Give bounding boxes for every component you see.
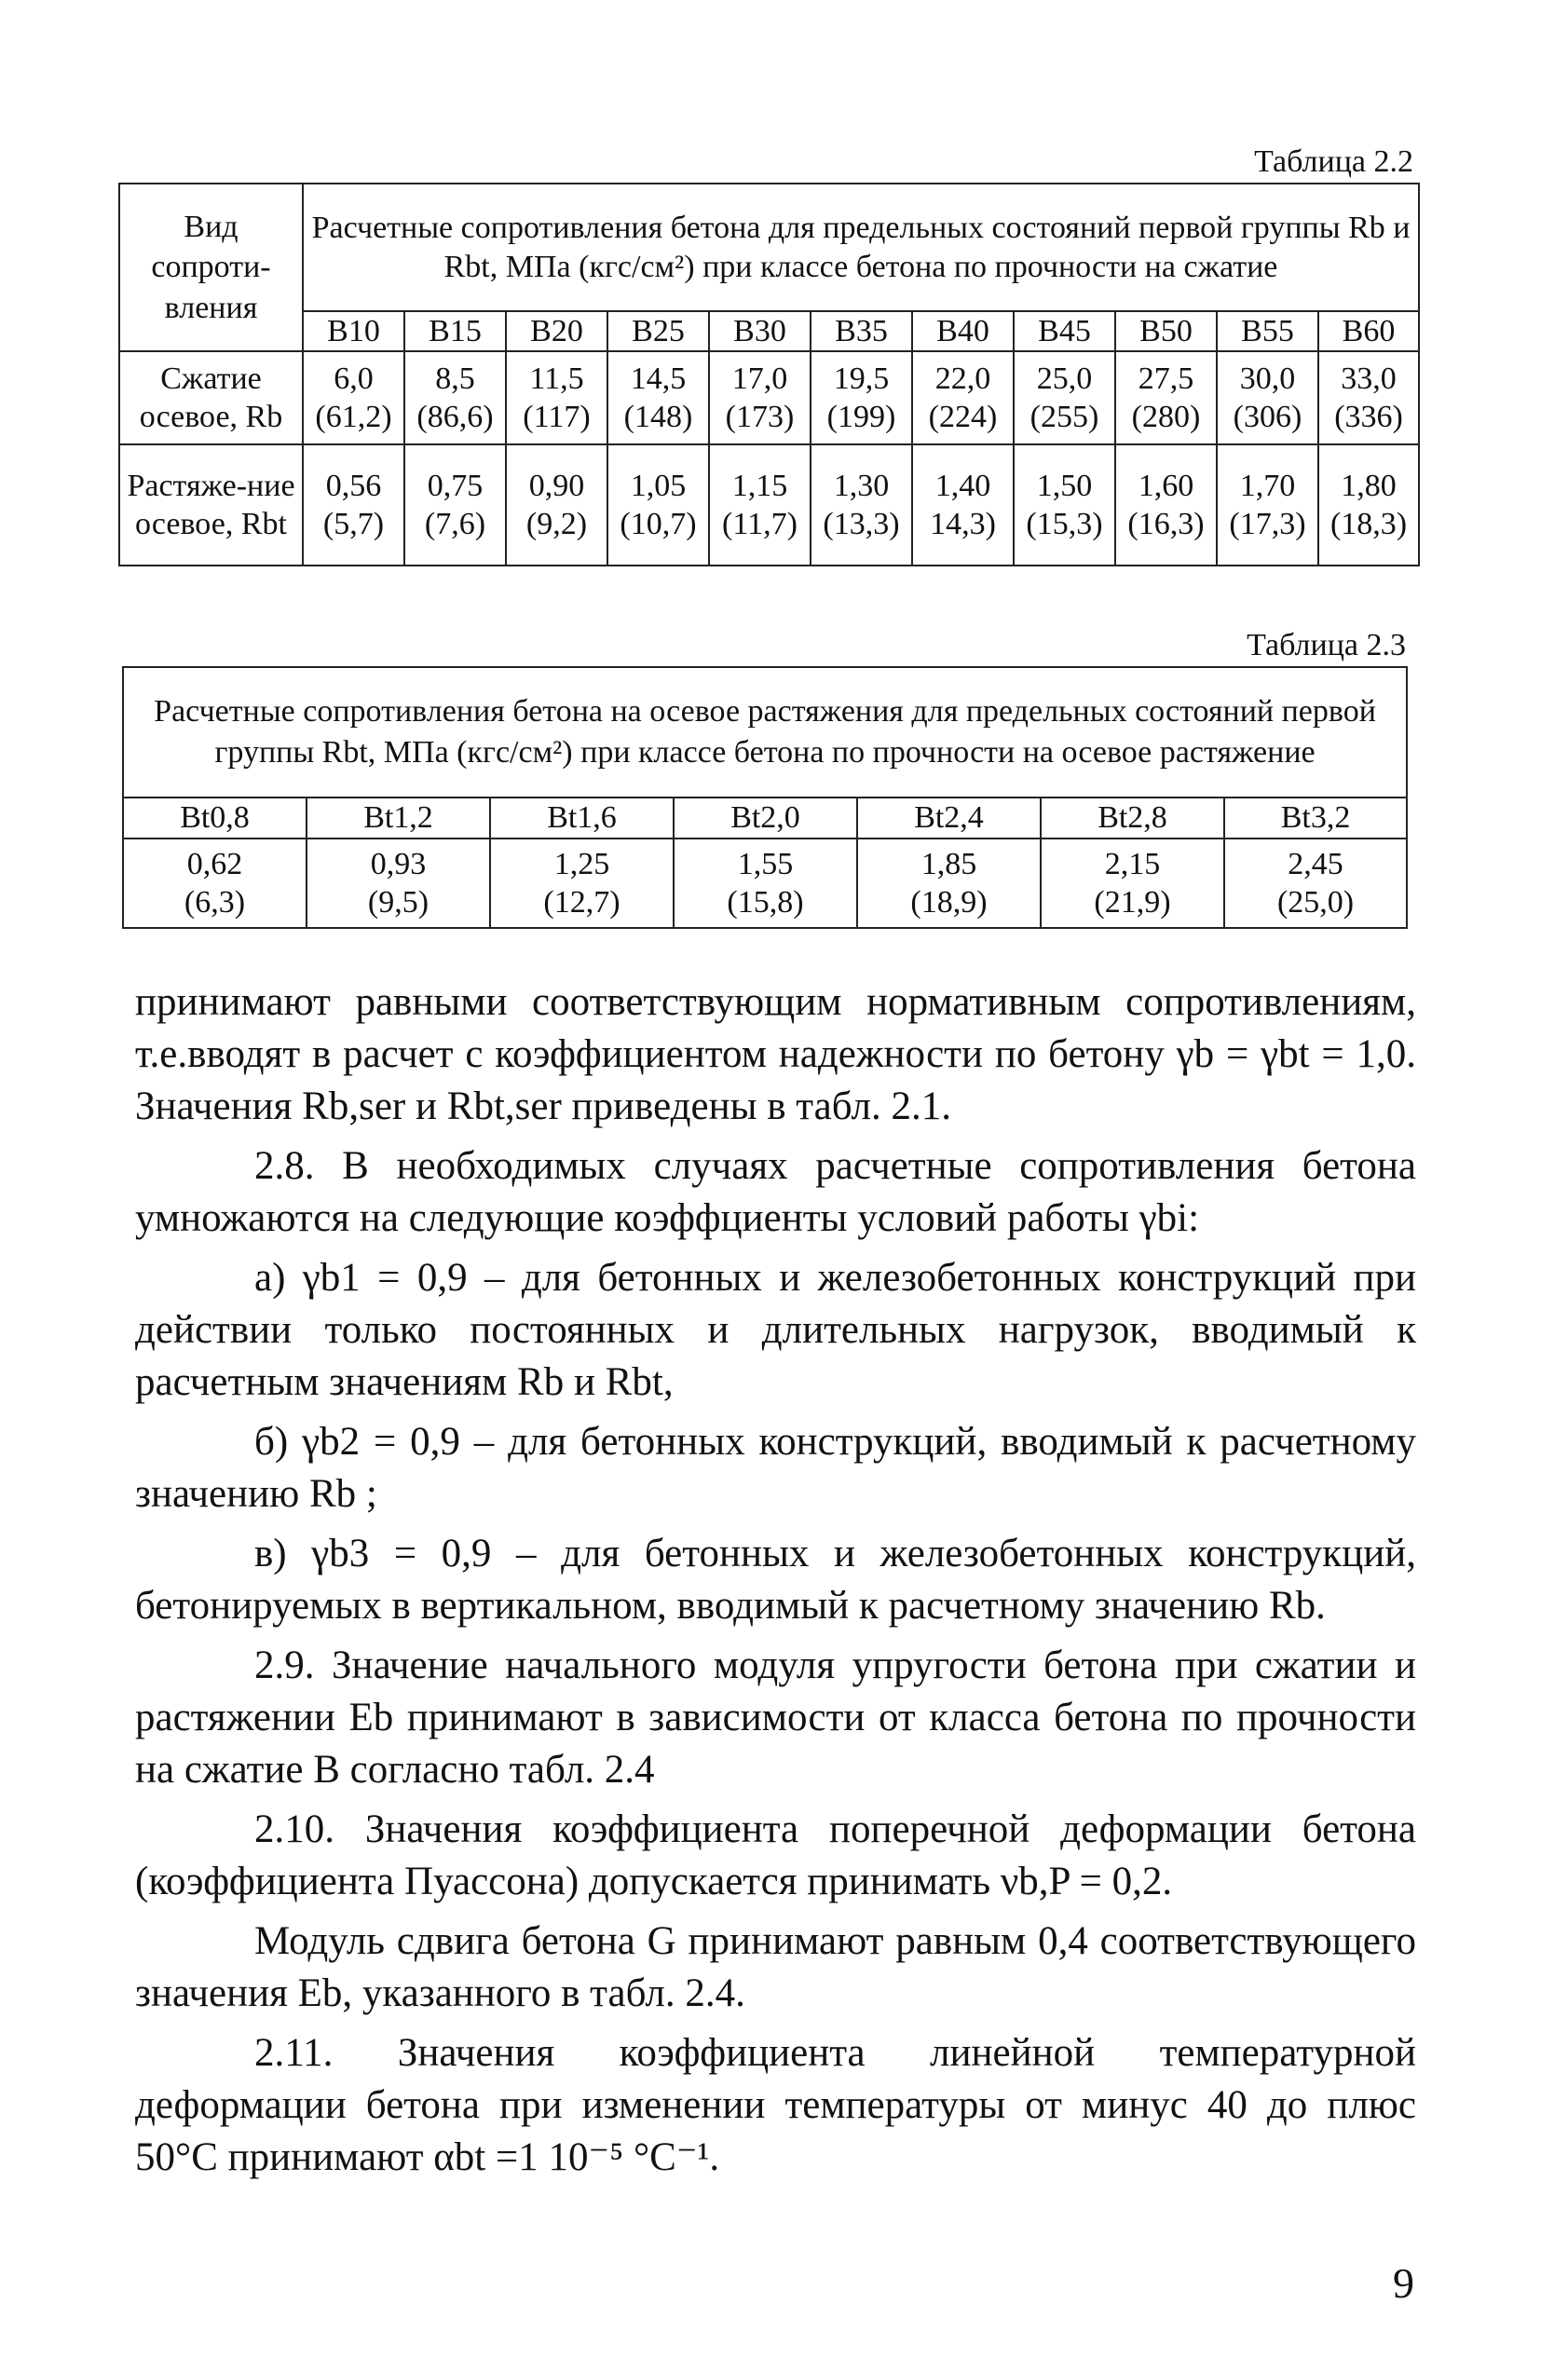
table-2-2-row-label: Сжатие осевое, Rb xyxy=(119,351,303,444)
table-2-2-cell-kgf: (173) xyxy=(725,400,795,435)
table-2-2-class-header: B30 xyxy=(709,311,811,351)
table-2-2-cell-mpa: 0,75 xyxy=(427,469,484,503)
paragraph-2-8: 2.8. В необходимых случаях расчетные сопротивления бетона умножаются на следующие коэффциенты условий работы γbi: xyxy=(135,1144,1416,1240)
table-2-2 xyxy=(118,183,1420,566)
list-item-b: б) γb2 = 0,9 – для бетонных конструкций, вводимый к расчетному значению Rb ; xyxy=(135,1420,1416,1516)
table-2-3-cell xyxy=(1224,839,1407,928)
table-2-2-cell-kgf: (18,3) xyxy=(1329,507,1408,542)
table-2-2-class-header: B45 xyxy=(1014,311,1115,351)
table-2-3 xyxy=(122,666,1408,929)
table-2-2-cell-kgf: (16,3) xyxy=(1127,507,1205,542)
table-2-2-cell xyxy=(506,444,607,566)
table-2-2-cell-mpa: 1,60 xyxy=(1138,469,1194,503)
table-2-3-class-header: Bt2,0 xyxy=(674,798,857,839)
table-2-2-class-header: B10 xyxy=(303,311,404,351)
table-2-2-cell xyxy=(1115,351,1217,444)
table-2-2-cell-mpa: 14,5 xyxy=(630,361,687,396)
table-2-3-cell-kgf: (9,5) xyxy=(367,885,429,920)
table-2-2-cell-mpa: 11,5 xyxy=(529,361,584,396)
table-2-2-cell xyxy=(404,351,506,444)
table-2-2-cell xyxy=(912,444,1014,566)
table-2-2-cell xyxy=(1217,351,1318,444)
paragraph-2-10: 2.10. Значения коэффициента поперечной деформации бетона (коэффициента Пуассона) допускается принимать νb,P = 0,2. xyxy=(135,1807,1416,1903)
body-text xyxy=(135,976,1416,2191)
table-2-2-cell-kgf: (5,7) xyxy=(322,507,385,542)
table-2-2-cell xyxy=(607,444,709,566)
table-2-2-cell-mpa: 6,0 xyxy=(334,361,374,396)
table-2-2-row-label: Растяже-ние осевое, Rbt xyxy=(119,444,303,566)
table-2-2-class-header: B25 xyxy=(607,311,709,351)
table-2-3-cell xyxy=(674,839,857,928)
table-2-2-cell-kgf: (199) xyxy=(826,400,896,435)
table-2-2-cell-mpa: 1,40 xyxy=(934,469,991,503)
table-2-2-cell xyxy=(1318,444,1419,566)
table-2-2-cell-kgf: (86,6) xyxy=(416,400,494,435)
table-2-3-header: Расчетные сопротивления бетона на осевое растяжения для предельных состояний первой группы Rbt, МПа (кгс/см²) при классе бетона по прочности на осевое растяжение xyxy=(123,667,1407,798)
table-2-3-cell-mpa: 1,85 xyxy=(920,846,977,881)
table-2-2-cell-kgf: (9,2) xyxy=(525,507,588,542)
table-2-3-class-header: Bt0,8 xyxy=(123,798,307,839)
table-2-2-cell-mpa: 0,56 xyxy=(325,469,382,503)
table-2-2-class-header: B15 xyxy=(404,311,506,351)
table-2-2-cell xyxy=(1115,444,1217,566)
table-2-2-cell-mpa: 1,30 xyxy=(833,469,890,503)
paragraph-2-11: 2.11. Значения коэффициента линейной температурной деформации бетона при изменении температуры от минус 40 до плюс 50°С принимают αbt =1 10⁻⁵ °С⁻¹. xyxy=(135,2031,1416,2179)
table-2-2-cell xyxy=(1217,444,1318,566)
table-2-2-cell-mpa: 8,5 xyxy=(435,361,475,396)
table-2-2-cell xyxy=(709,351,811,444)
table-2-3-class-header: Bt1,2 xyxy=(307,798,490,839)
table-2-2-cell-kgf: (224) xyxy=(928,400,998,435)
table-2-2-class-header: B60 xyxy=(1318,311,1419,351)
table-2-2-cell xyxy=(1014,351,1115,444)
table-2-2-cell-mpa: 19,5 xyxy=(833,361,890,396)
paragraph: принимают равными соответствующим нормативным сопротивлениям, т.е.вводят в расчет с коэффициентом надежности по бетону γb = γbt = 1,0. Значения Rb,ser и Rbt,ser приведены в табл. 2.1. xyxy=(135,980,1416,1128)
table-2-2-cell xyxy=(811,351,912,444)
table-2-2-class-header: B55 xyxy=(1217,311,1318,351)
table-2-2-cell-kgf: (7,6) xyxy=(424,507,486,542)
table-2-2-cell-kgf: (13,3) xyxy=(823,507,900,542)
table-2-3-class-header: Bt2,8 xyxy=(1041,798,1224,839)
table-2-2-cell xyxy=(303,444,404,566)
table-2-2-header-main: Расчетные сопротивления бетона для предельных состояний первой группы Rb и Rbt, МПа (кгс/см²) при классе бетона по прочности на сжатие xyxy=(303,184,1419,311)
table-2-3-cell xyxy=(490,839,674,928)
table-2-3-class-header: Bt3,2 xyxy=(1224,798,1407,839)
table-2-3-cell-kgf: (15,8) xyxy=(727,885,804,920)
table-2-3-cell-mpa: 1,55 xyxy=(737,846,794,881)
list-item-c: в) γb3 = 0,9 – для бетонных и железобетонных конструкций, бетонируемых в вертикальном, вводимый к расчетному значению Rb. xyxy=(135,1532,1416,1628)
table-2-2-cell xyxy=(811,444,912,566)
table-2-2-cell-mpa: 17,0 xyxy=(731,361,788,396)
table-2-2-cell-mpa: 33,0 xyxy=(1341,361,1397,396)
table-2-2-cell-kgf: (255) xyxy=(1029,400,1099,435)
table-2-3-cell-kgf: (18,9) xyxy=(910,885,988,920)
table-2-2-class-header: B40 xyxy=(912,311,1014,351)
table-2-2-class-header: B50 xyxy=(1115,311,1217,351)
table-2-2-cell-mpa: 1,05 xyxy=(630,469,687,503)
table-2-2-cell-mpa: 22,0 xyxy=(934,361,991,396)
table-2-2-cell-kgf: (148) xyxy=(623,400,693,435)
table-2-2-cell-kgf: (10,7) xyxy=(620,507,697,542)
table-2-3-class-header: Bt2,4 xyxy=(857,798,1041,839)
page-number: 9 xyxy=(1393,2259,1414,2307)
table-2-3-cell xyxy=(123,839,307,928)
table-2-2-caption: Таблица 2.2 xyxy=(1254,144,1413,179)
table-2-2-cell-kgf: (11,7) xyxy=(722,507,798,542)
paragraph-shear-modulus: Модуль сдвига бетона G принимают равным 0,4 соответствующего значения Eb, указанного в табл. 2.4. xyxy=(135,1919,1416,2015)
table-2-2-cell xyxy=(709,444,811,566)
table-2-2-cell-mpa: 1,15 xyxy=(731,469,788,503)
table-2-2-class-header: B35 xyxy=(811,311,912,351)
table-2-2-cell xyxy=(1014,444,1115,566)
table-2-3-cell-kgf: (6,3) xyxy=(184,885,246,920)
table-2-3-cell-mpa: 2,45 xyxy=(1288,846,1343,881)
table-2-2-cell-mpa: 25,0 xyxy=(1036,361,1093,396)
table-2-3-cell-mpa: 0,62 xyxy=(186,846,243,881)
table-2-3-cell xyxy=(857,839,1041,928)
table-2-3-caption: Таблица 2.3 xyxy=(1247,628,1406,662)
table-2-2-cell-mpa: 1,80 xyxy=(1341,469,1397,503)
table-2-3-cell-mpa: 1,25 xyxy=(553,846,610,881)
table-2-2-cell-kgf: (280) xyxy=(1131,400,1201,435)
table-2-2-cell-kgf: (61,2) xyxy=(315,400,392,435)
table-2-2-cell-kgf: (336) xyxy=(1334,400,1403,435)
table-2-2-cell-kgf: (17,3) xyxy=(1229,507,1306,542)
table-2-2-cell xyxy=(404,444,506,566)
table-2-2-cell-kgf: 14,3) xyxy=(930,507,996,542)
table-2-2-cell xyxy=(912,351,1014,444)
table-2-2-cell-mpa: 1,70 xyxy=(1239,469,1296,503)
table-2-3-cell xyxy=(1041,839,1224,928)
table-2-2-cell-mpa: 30,0 xyxy=(1239,361,1296,396)
table-2-3-cell-kgf: (21,9) xyxy=(1094,885,1171,920)
table-2-2-cell-kgf: (306) xyxy=(1233,400,1302,435)
table-2-3-cell-mpa: 2,15 xyxy=(1104,846,1161,881)
table-2-3-cell-kgf: (25,0) xyxy=(1276,885,1355,920)
table-2-2-cell-mpa: 1,50 xyxy=(1036,469,1093,503)
table-2-2-cell xyxy=(607,351,709,444)
table-2-2-header-left: Вид сопроти-вления xyxy=(119,184,303,351)
list-item-a: а) γb1 = 0,9 – для бетонных и железобетонных конструкций при действии только постоянных и длительных нагрузок, вводимый к расчетным значениям Rb и Rbt, xyxy=(135,1256,1416,1404)
table-2-3-cell-kgf: (12,7) xyxy=(543,885,620,920)
paragraph-2-9: 2.9. Значение начального модуля упругости бетона при сжатии и растяжении Eb принимают в зависимости от класса бетона по прочности на сжатие В согласно табл. 2.4 xyxy=(135,1643,1416,1792)
table-2-2-cell xyxy=(506,351,607,444)
table-2-2-cell-kgf: (15,3) xyxy=(1026,507,1103,542)
table-2-2-cell-kgf: (117) xyxy=(523,400,591,435)
table-2-3-class-header: Bt1,6 xyxy=(490,798,674,839)
table-2-3-cell-mpa: 0,93 xyxy=(370,846,427,881)
table-2-3-cell xyxy=(307,839,490,928)
table-2-2-cell xyxy=(1318,351,1419,444)
table-2-2-class-header: B20 xyxy=(506,311,607,351)
table-2-2-cell-mpa: 0,90 xyxy=(528,469,585,503)
table-2-2-cell-mpa: 27,5 xyxy=(1138,361,1194,396)
table-2-2-cell xyxy=(303,351,404,444)
